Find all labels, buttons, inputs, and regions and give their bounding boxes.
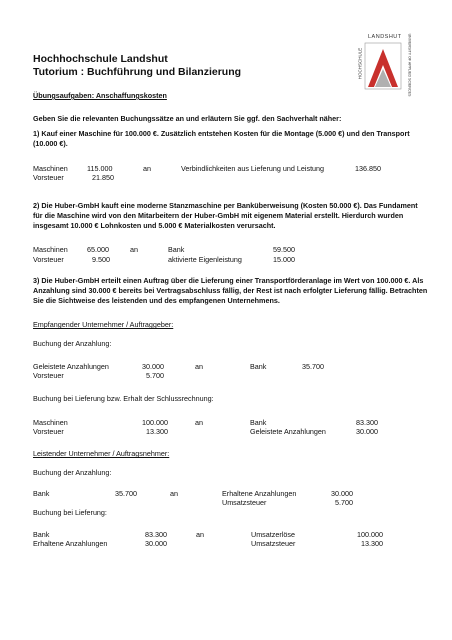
booking-label: Buchung der Anzahlung:: [33, 339, 112, 348]
entry-an: an: [196, 530, 204, 539]
entry-debit-account: Geleistete Anzahlungen: [33, 362, 109, 371]
entry-credit-account: Bank: [250, 418, 267, 427]
entry-an: an: [143, 164, 151, 173]
entry-debit-account: Vorsteuer: [33, 173, 64, 182]
entry-debit-amount: 83.300: [145, 530, 167, 539]
entry-debit-amount: 13.300: [146, 427, 168, 436]
entry-debit-amount: 115.000: [87, 164, 113, 173]
entry-credit-account: Bank: [250, 362, 267, 371]
entry-credit-amount: 59.500: [273, 245, 295, 254]
entry-debit-account: Erhaltene Anzahlungen: [33, 539, 108, 548]
entry-an: an: [130, 245, 138, 254]
document-subtitle: Tutorium : Buchführung und Bilanzierung: [33, 66, 242, 78]
booking-label: Buchung bei Lieferung:: [33, 508, 107, 517]
entry-credit-amount: 15.000: [273, 255, 295, 264]
booking-label: Buchung der Anzahlung:: [33, 468, 112, 477]
task-3-text: 3) Die Huber-GmbH erteilt einen Auftrag über die Lieferung einer Transportförderanlage im Wert von 100.000 €. Als Anzahlung sind 30.000 € bereits bei Vertragsabschluss fällig, der Rest ist nach erfolgter Lieferung fällig. Betrachten Sie die Sichtweise des leistenden und des empfangenen Unternehmens.: [33, 276, 428, 305]
booking-label: Buchung bei Lieferung bzw. Erhalt der Schlussrechnung:: [33, 394, 214, 403]
entry-debit-account: Bank: [33, 530, 50, 539]
document-title: Hochhochschule Landshut: [33, 53, 168, 65]
entry-credit-account: Geleistete Anzahlungen: [250, 427, 326, 436]
entry-debit-amount: 30.000: [142, 362, 164, 371]
university-logo: [356, 33, 418, 99]
entry-credit-amount: 30.000: [331, 489, 353, 498]
entry-debit-amount: 30.000: [145, 539, 167, 548]
entry-debit-amount: 9.500: [92, 255, 110, 264]
entry-credit-amount: 13.300: [361, 539, 383, 548]
recipient-heading: Empfangender Unternehmer / Auftraggeber:: [33, 320, 174, 329]
entry-credit-account: Erhaltene Anzahlungen: [222, 489, 297, 498]
entry-credit-account: Umsatzsteuer: [251, 539, 296, 548]
entry-debit-amount: 21.850: [92, 173, 114, 182]
entry-credit-account: Umsatzerlöse: [251, 530, 295, 539]
entry-credit-amount: 100.000: [357, 530, 383, 539]
logo-text-left: HOCHSCHULE: [357, 47, 363, 80]
entry-debit-account: Vorsteuer: [33, 255, 64, 264]
entry-credit-account: Umsatzsteuer: [222, 498, 267, 507]
entry-debit-account: Maschinen: [33, 164, 68, 173]
entry-an: an: [195, 362, 203, 371]
logo-text-right: UNIVERSITY OF APPLIED SCIENCES: [407, 33, 412, 97]
entry-credit-amount: 136.850: [355, 164, 381, 173]
entry-credit-account: Bank: [168, 245, 185, 254]
entry-debit-account: Vorsteuer: [33, 427, 64, 436]
entry-debit-amount: 35.700: [115, 489, 137, 498]
entry-an: an: [195, 418, 203, 427]
task-2-text: 2) Die Huber-GmbH kauft eine moderne Stanzmaschine per Banküberweisung (Kosten 50.000 €). Das Fundament für die Maschine wird von den Mitarbeitern der Huber-GmbH mit eigenem Material erstellt. Hierdurch wurden insgesamt 10.000 € Lohnkosten und 5.000 € Materialkosten verursacht.: [33, 201, 418, 230]
entry-debit-account: Maschinen: [33, 245, 68, 254]
intro-text: Geben Sie die relevanten Buchungssätze an und erläutern Sie ggf. den Sachverhalt näher:: [33, 114, 342, 123]
task-1-text: 1) Kauf einer Maschine für 100.000 €. Zusätzlich entstehen Kosten für die Montage (5.000 €) und den Transport (10.000 €).: [33, 129, 410, 148]
entry-an: an: [170, 489, 178, 498]
provider-heading: Leistender Unternehmer / Auftragsnehmer:: [33, 449, 170, 458]
entry-debit-amount: 100.000: [142, 418, 168, 427]
entry-credit-amount: 83.300: [356, 418, 378, 427]
entry-credit-account: Verbindlichkeiten aus Lieferung und Leistung: [181, 164, 325, 173]
entry-debit-account: Bank: [33, 489, 50, 498]
entry-debit-account: Maschinen: [33, 418, 68, 427]
entry-credit-amount: 30.000: [356, 427, 378, 436]
section-title: Übungsaufgaben: Anschaffungskosten: [33, 91, 167, 100]
entry-credit-account: aktivierte Eigenleistung: [168, 255, 242, 264]
entry-credit-amount: 35.700: [302, 362, 324, 371]
entry-debit-account: Vorsteuer: [33, 371, 64, 380]
entry-credit-amount: 5.700: [335, 498, 353, 507]
logo-text-top: LANDSHUT: [368, 34, 402, 40]
entry-debit-amount: 65.000: [87, 245, 109, 254]
entry-debit-amount: 5.700: [146, 371, 164, 380]
